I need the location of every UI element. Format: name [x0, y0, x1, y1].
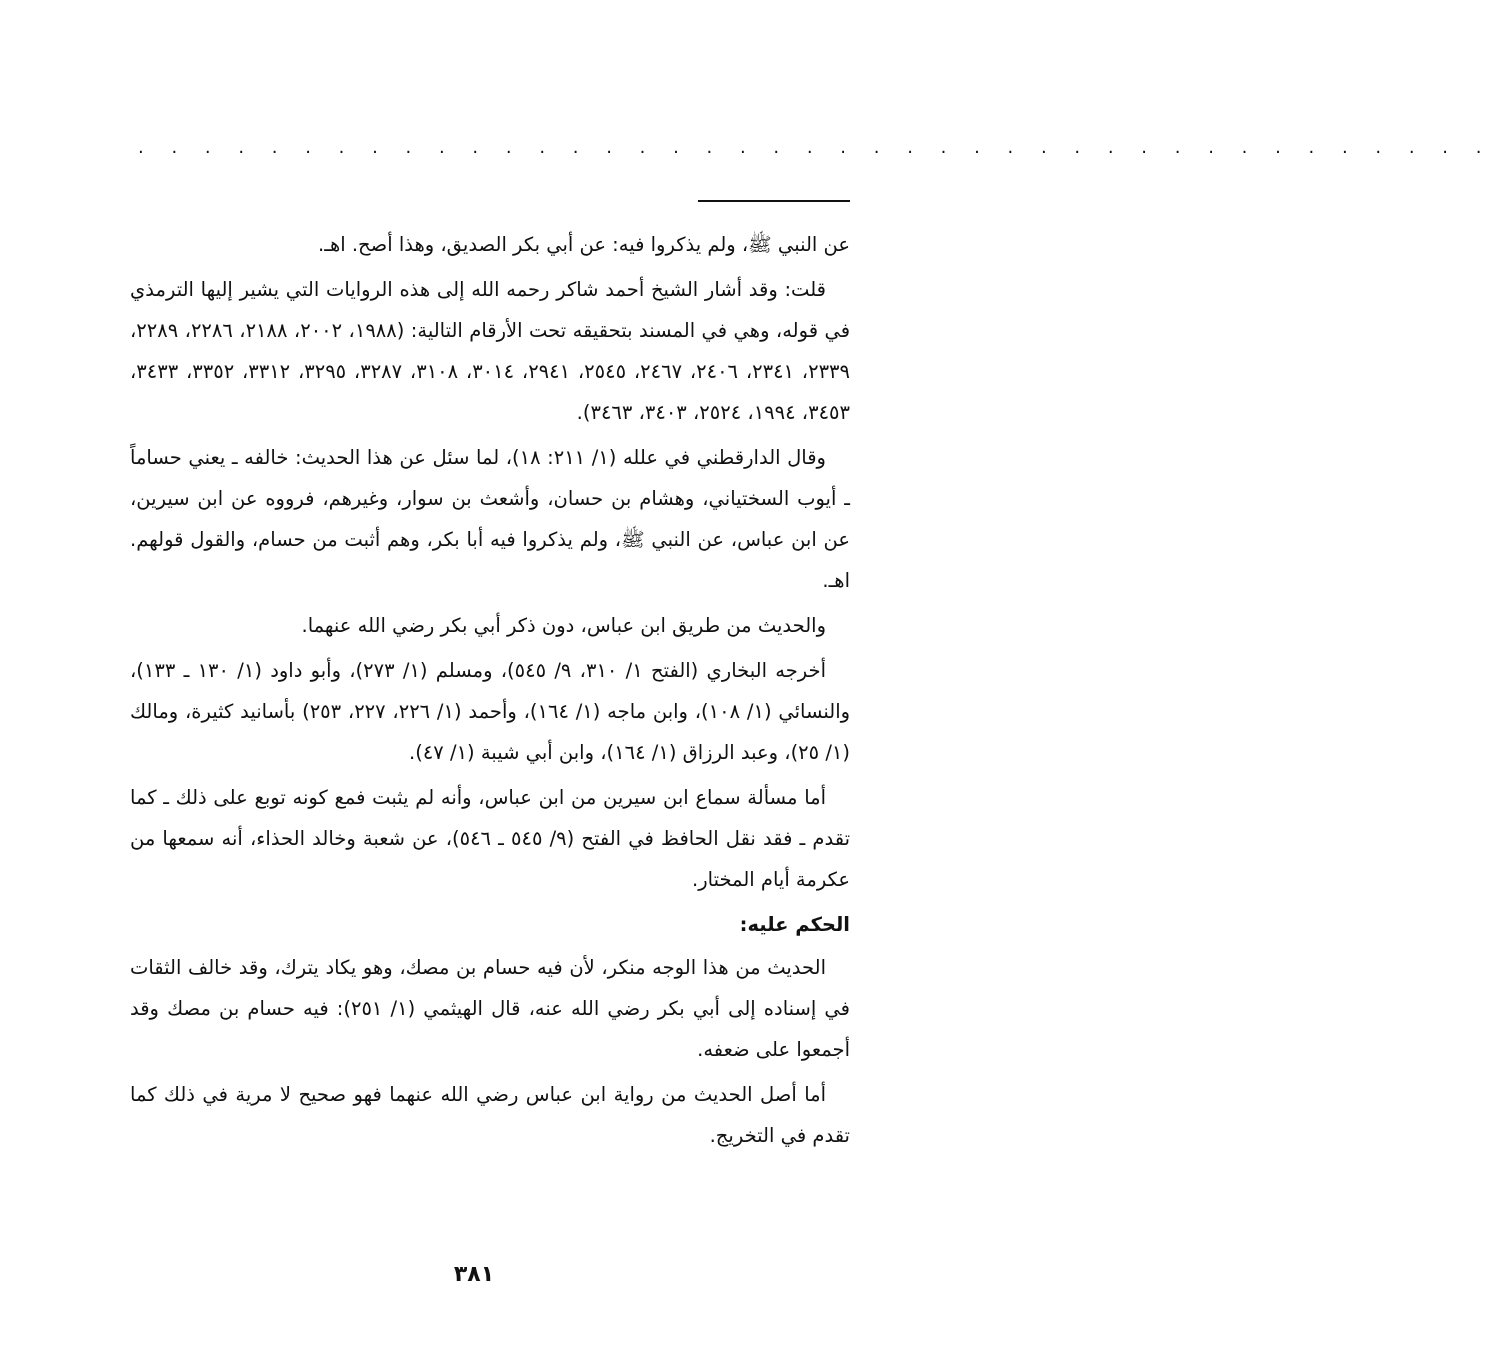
paragraph-6: أما مسألة سماع ابن سيرين من ابن عباس، وأنه لم يثبت فمع كونه توبع على ذلك ـ كما تقدم ـ فقد نقل الحافظ في الفتح (٩/ ٥٤٥ ـ ٥٤٦)، عن شعبة وخالد الحذاء، أنه سمعها من عكرمة أيام المختار.	[130, 786, 850, 891]
paragraph-3: وقال الدارقطني في علله (١/ ٢١١: ١٨)، لما سئل عن هذا الحديث: خالفه ـ يعني حساماً ـ أيوب السختياني، وهشام بن حسان، وأشعث بن سوار، وغيرهم، فرووه عن ابن سيرين، عن ابن عباس، عن النبي ﷺ، ولم يذكروا فيه أبا بكر، وهم أثبت من حسام، والقول قولهم. اهـ.	[130, 446, 850, 592]
paragraph-7: الحديث من هذا الوجه منكر، لأن فيه حسام بن مصك، وهو يكاد يترك، وقد خالف الثقات في إسناده إلى أبي بكر رضي الله عنه، قال الهيثمي (١/ ٢٥١): فيه حسام بن مصك وقد أجمعوا على ضعفه.	[130, 956, 850, 1061]
footnote-rule	[698, 200, 850, 202]
paragraph-1: عن النبي ﷺ، ولم يذكروا فيه: عن أبي بكر الصديق، وهذا أصح. اهـ.	[318, 233, 850, 256]
page-number: ٣٨١	[453, 1262, 495, 1287]
separator-dots: . . . . . . . . . . . . . . . . . . . . . . . . . . . . . . . . . . . . . . . . .	[138, 137, 1492, 158]
page-body	[130, 224, 850, 1160]
paragraph-2: قلت: وقد أشار الشيخ أحمد شاكر رحمه الله إلى هذه الروايات التي يشير إليها الترمذي في قوله، وهي في المسند بتحقيقه تحت الأرقام التالية: (١٩٨٨، ٢٠٠٢، ٢١٨٨، ٢٢٨٦، ٢٢٨٩، ٢٣٣٩، ٢٣٤١، ٢٤٠٦، ٢٤٦٧، ٢٥٤٥، ٢٩٤١، ٣٠١٤، ٣١٠٨، ٣٢٨٧، ٣٢٩٥، ٣٣١٢، ٣٣٥٢، ٣٤٣٣، ٣٤٥٣، ١٩٩٤، ٢٥٢٤، ٣٤٠٣، ٣٤٦٣).	[130, 278, 851, 424]
paragraph-4: والحديث من طريق ابن عباس، دون ذكر أبي بكر رضي الله عنهما.	[301, 614, 826, 637]
paragraph-5: أخرجه البخاري (الفتح ١/ ٣١٠، ٩/ ٥٤٥)، ومسلم (١/ ٢٧٣)، وأبو داود (١/ ١٣٠ ـ ١٣٣)، والنسائي (١/ ١٠٨)، وابن ماجه (١/ ١٦٤)، وأحمد (١/ ٢٢٦، ٢٢٧، ٢٥٣) بأسانيد كثيرة، ومالك (١/ ٢٥)، وعبد الرزاق (١/ ١٦٤)، وابن أبي شيبة (١/ ٤٧).	[130, 659, 851, 764]
paragraph-8: أما أصل الحديث من رواية ابن عباس رضي الله عنهما فهو صحيح لا مرية في ذلك كما تقدم في التخريج.	[130, 1083, 850, 1147]
section-heading: الحكم عليه:	[739, 913, 850, 936]
